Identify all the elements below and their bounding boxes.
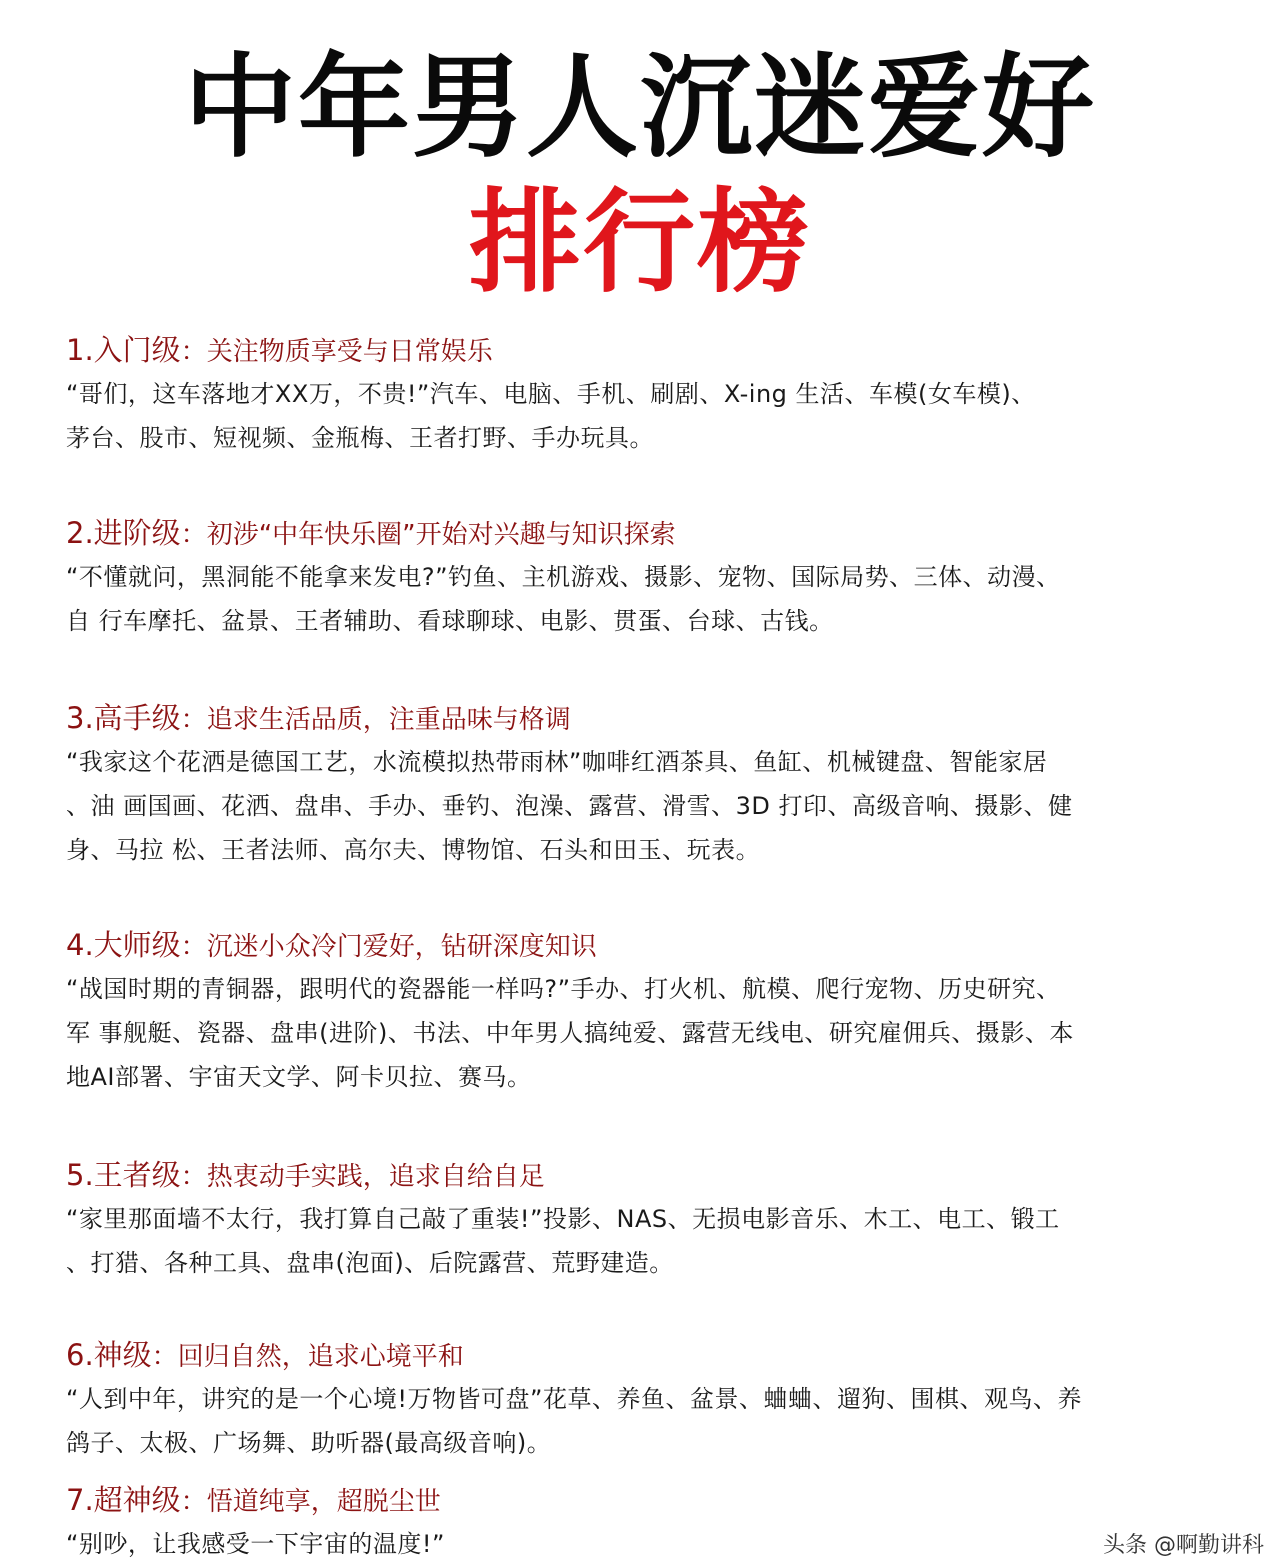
section-tagline: 回归自然，追求心境平和 (177, 1342, 464, 1372)
section-tagline-prefix: ： (180, 520, 207, 550)
section-level: 3.高手级 (66, 701, 181, 735)
section-body (66, 740, 1226, 872)
section-tagline-prefix: ： (180, 1487, 207, 1517)
section-tagline-prefix: ： (151, 1342, 178, 1372)
section-heading (66, 925, 1226, 965)
section-tagline-prefix: ： (180, 337, 207, 367)
section-tagline: 初涉“中年快乐圈”开始对兴趣与知识探索 (206, 520, 676, 550)
section-tagline-prefix: ： (180, 932, 207, 962)
section-tagline: 热衷动手实践，追求自给自足 (206, 1162, 545, 1192)
section-1 (66, 330, 1226, 460)
section-heading (66, 698, 1226, 738)
section-body (66, 967, 1226, 1099)
body-line: 军 事舰艇、瓷器、盘串(进阶)、书法、中年男人搞纯爱、露营无线电、研究雇佣兵、摄影、本 (66, 1019, 1074, 1047)
section-body (66, 372, 1226, 460)
section-6 (66, 1335, 1226, 1465)
section-level: 7.超神级 (66, 1483, 181, 1517)
body-line: 、打猎、各种工具、盘串(泡面)、后院露营、荒野建造。 (66, 1249, 674, 1277)
body-line: 身、马拉 松、王者法师、高尔夫、博物馆、石头和田玉、玩表。 (66, 836, 761, 864)
body-line: “哥们，这车落地才XX万，不贵!”汽车、电脑、手机、刷剧、X-ing 生活、车模(女车模)、 (66, 380, 1036, 408)
watermark: 头条 @啊勤讲科 (1103, 1533, 1264, 1558)
section-tagline: 沉迷小众冷门爱好，钻研深度知识 (206, 932, 597, 962)
section-level: 4.大师级 (66, 928, 181, 962)
section-tagline: 悟道纯享，超脱尘世 (206, 1487, 441, 1517)
page-title: 中年男人沉迷爱好 (184, 43, 1096, 173)
section-level: 6.神级 (66, 1338, 152, 1372)
section-heading (66, 330, 1226, 370)
body-line: 、油 画国画、花洒、盘串、手办、垂钓、泡澡、露营、滑雪、3D 打印、高级音响、摄影、健 (66, 792, 1073, 820)
section-heading (66, 1480, 1226, 1520)
body-line: 鸽子、太极、广场舞、助听器(最高级音响)。 (66, 1429, 552, 1457)
section-tagline-prefix: ： (180, 1162, 207, 1192)
section-body (66, 1377, 1226, 1465)
section-4 (66, 925, 1226, 1099)
body-line: “家里那面墙不太行，我打算自己敲了重装!”投影、NAS、无损电影音乐、木工、电工、锻工 (66, 1205, 1060, 1233)
section-level: 5.王者级 (66, 1158, 181, 1192)
section-level: 1.入门级 (66, 333, 181, 367)
section-heading (66, 513, 1226, 553)
section-heading (66, 1155, 1226, 1195)
section-tagline: 追求生活品质，注重品味与格调 (206, 705, 571, 735)
section-heading (66, 1335, 1226, 1375)
section-3 (66, 698, 1226, 872)
body-line: 茅台、股市、短视频、金瓶梅、王者打野、手办玩具。 (66, 424, 654, 452)
body-line: 地AI部署、宇宙天文学、阿卡贝拉、赛马。 (66, 1063, 532, 1091)
section-level: 2.进阶级 (66, 516, 181, 550)
section-5 (66, 1155, 1226, 1285)
body-line: “别吵，让我感受一下宇宙的温度!” (66, 1530, 445, 1558)
section-2 (66, 513, 1226, 643)
body-line: “不懂就问，黑洞能不能拿来发电?”钓鱼、主机游戏、摄影、宠物、国际局势、三体、动漫、 (66, 563, 1061, 591)
body-line: 自 行车摩托、盆景、王者辅助、看球聊球、电影、贯蛋、台球、古钱。 (66, 607, 834, 635)
section-body (66, 1522, 1226, 1566)
section-tagline-prefix: ： (180, 705, 207, 735)
body-line: “战国时期的青铜器，跟明代的瓷器能一样吗?”手办、打火机、航模、爬行宠物、历史研究、 (66, 975, 1061, 1003)
body-line: “人到中年，讲究的是一个心境!万物皆可盘”花草、养鱼、盆景、蛐蛐、遛狗、围棋、观鸟、养 (66, 1385, 1082, 1413)
page-subtitle: 排行榜 (469, 178, 811, 308)
section-body (66, 1197, 1226, 1285)
section-tagline: 关注物质享受与日常娱乐 (206, 337, 493, 367)
section-7 (66, 1480, 1226, 1566)
section-body (66, 555, 1226, 643)
body-line: “我家这个花洒是德国工艺，水流模拟热带雨林”咖啡红酒茶具、鱼缸、机械键盘、智能家居 (66, 748, 1048, 776)
